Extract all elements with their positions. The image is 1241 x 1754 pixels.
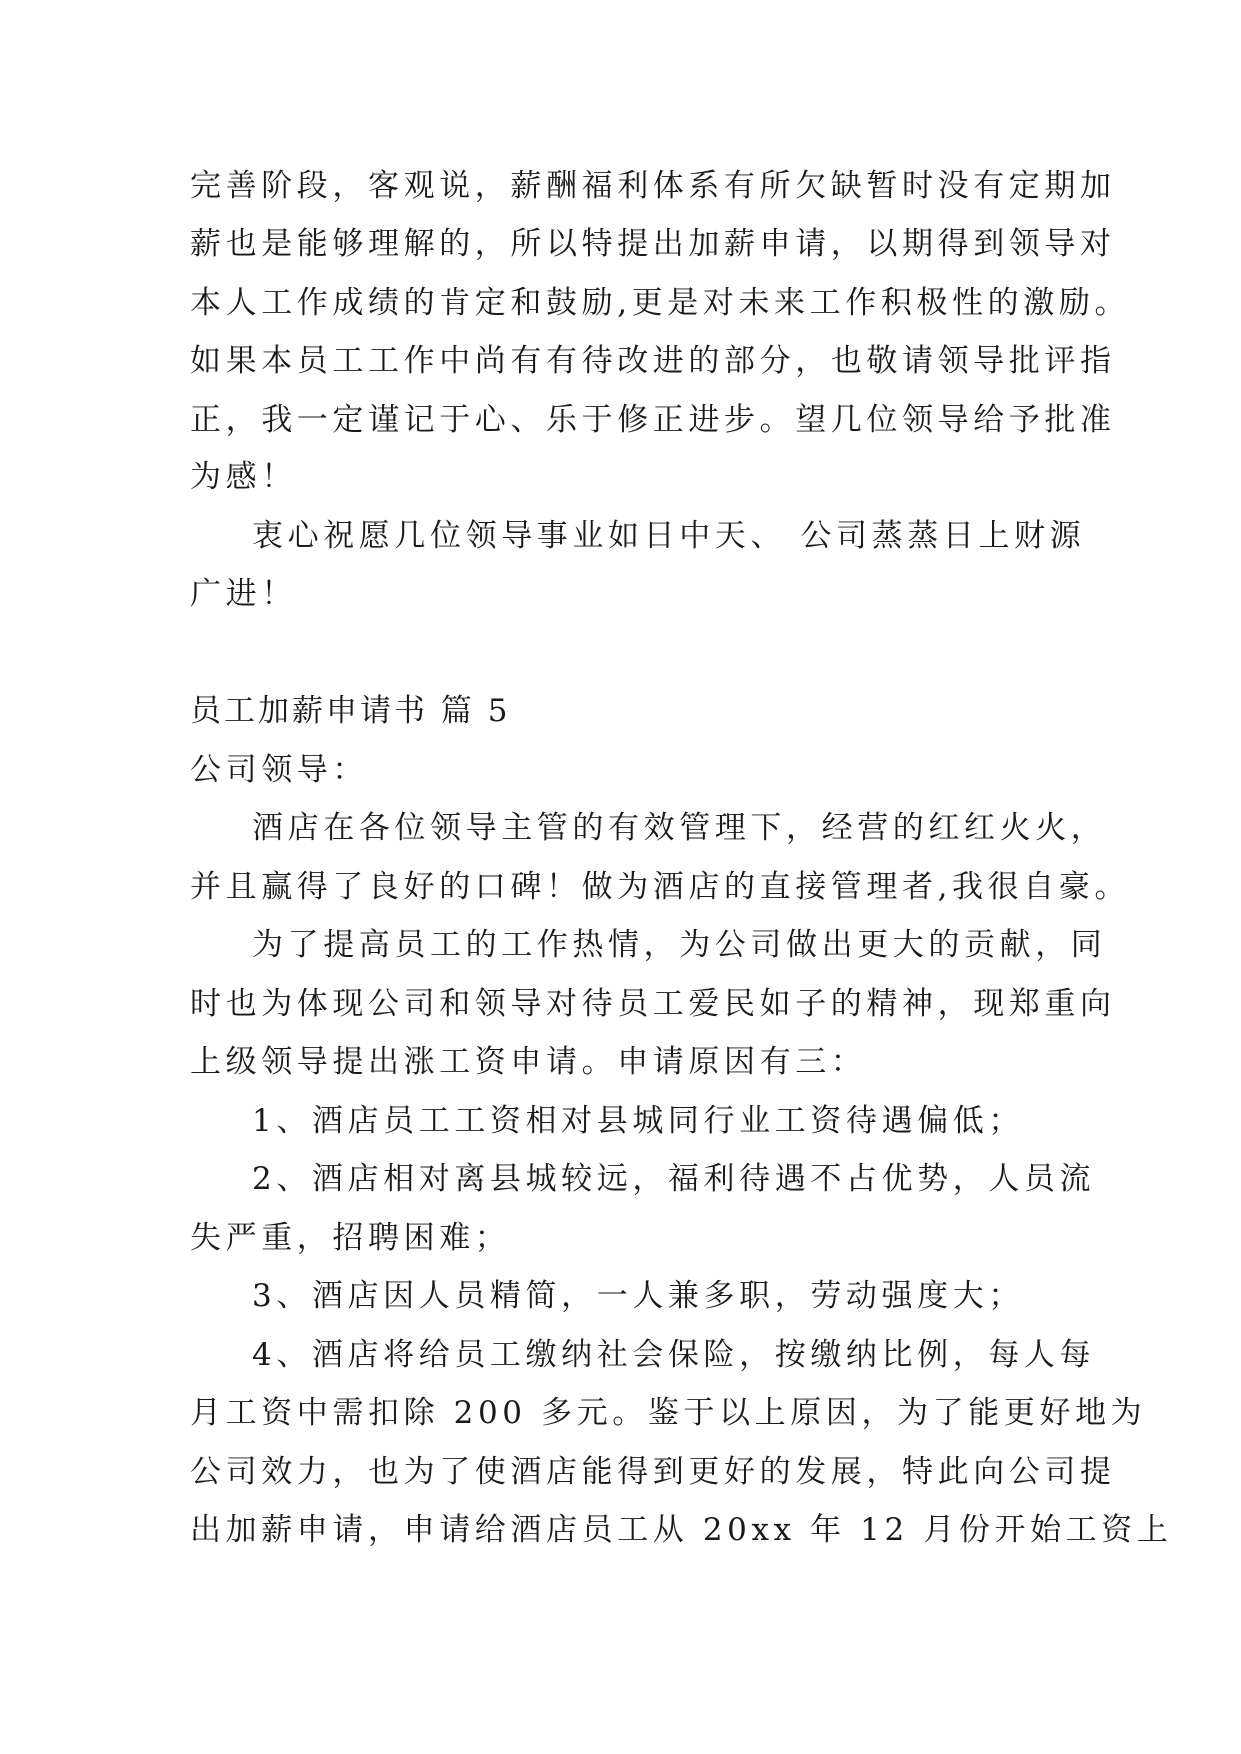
text-line: 失严重，招聘困难； <box>190 1220 511 1256</box>
text-line: 本人工作成绩的肯定和鼓励,更是对未来工作积极性的激励。 <box>190 285 1131 321</box>
text-line: 薪也是能够理解的，所以特提出加薪申请，以期得到领导对 <box>190 226 1116 262</box>
list-item: 2、酒店相对离县城较远，福利待遇不占优势，人员流 <box>252 1161 1096 1197</box>
text-line: 出加薪申请，申请给酒店员工从 20xx 年 12 月份开始工资上 <box>190 1512 1173 1548</box>
text-line: 上级领导提出涨工资申请。申请原因有三： <box>190 1044 867 1080</box>
text-line: 并且赢得了良好的口碑！做为酒店的直接管理者,我很自豪。 <box>190 869 1131 905</box>
list-item: 1、酒店员工工资相对县城同行业工资待遇偏低； <box>252 1103 1024 1139</box>
text-line: 时也为体现公司和领导对待员工爱民如子的精神，现郑重向 <box>190 986 1116 1022</box>
section-title: 员工加薪申请书 篇 5 <box>190 693 511 729</box>
list-item: 4、酒店将给员工缴纳社会保险，按缴纳比例，每人每 <box>252 1337 1096 1373</box>
text-line: 月工资中需扣除 200 多元。鉴于以上原因，为了能更好地为 <box>190 1395 1147 1431</box>
text-line: 为感！ <box>190 459 297 495</box>
text-line: 酒店在各位领导主管的有效管理下，经营的红红火火， <box>252 810 1107 846</box>
text-line: 完善阶段，客观说，薪酬福利体系有所欠缺暂时没有定期加 <box>190 168 1116 204</box>
text-line: 广进！ <box>190 576 297 612</box>
text-line: 为了提高员工的工作热情，为公司做出更大的贡献，同 <box>252 927 1107 963</box>
text-line: 如果本员工工作中尚有有待改进的部分，也敬请领导批评指 <box>190 343 1116 379</box>
text-line: 公司效力，也为了使酒店能得到更好的发展，特此向公司提 <box>190 1454 1116 1490</box>
text-line: 正，我一定谨记于心、乐于修正进步。望几位领导给予批准 <box>190 402 1116 438</box>
salutation: 公司领导： <box>190 752 368 788</box>
list-item: 3、酒店因人员精简，一人兼多职，劳动强度大； <box>252 1278 1024 1314</box>
text-line: 衷心祝愿几位领导事业如日中天、 公司蒸蒸日上财源 <box>252 518 1086 554</box>
